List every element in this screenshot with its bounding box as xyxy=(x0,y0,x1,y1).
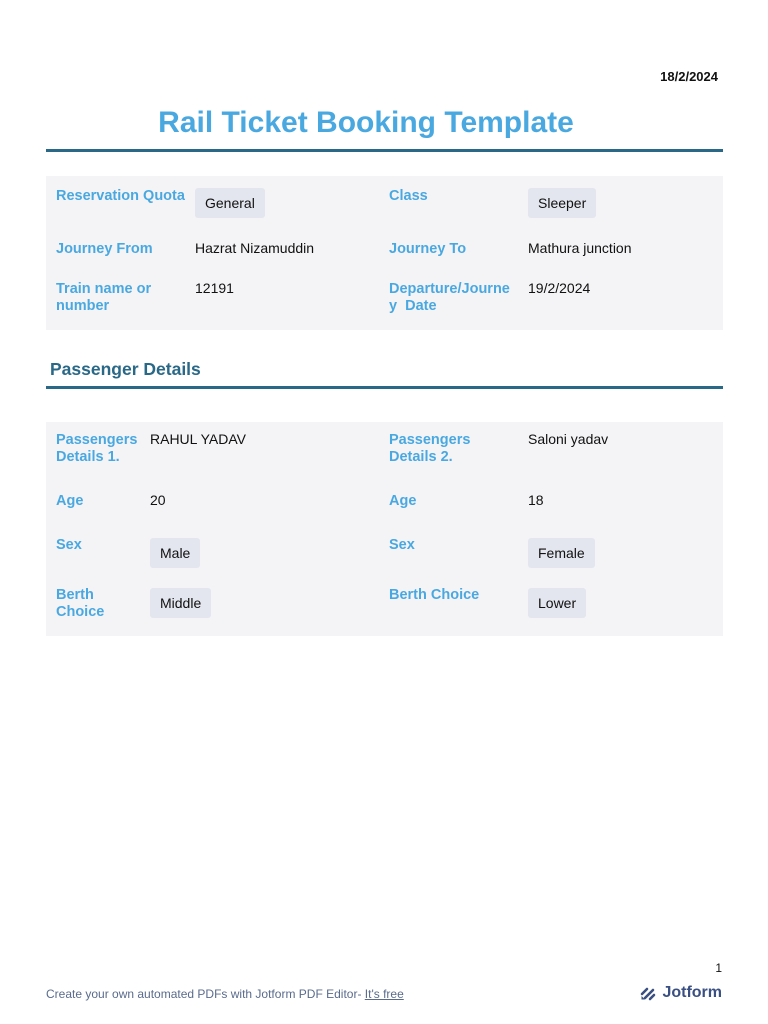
journey-to-value: Mathura junction xyxy=(528,240,632,256)
train-label-line1: Train name or xyxy=(56,281,152,297)
passenger-1-age: 20 xyxy=(150,492,166,508)
passenger-section-divider xyxy=(46,386,723,389)
reservation-quota-field[interactable]: General xyxy=(195,188,265,218)
passenger-1-age-label: Age xyxy=(56,493,84,509)
journey-to-label: Journey To xyxy=(389,241,467,257)
train-value: 12191 xyxy=(195,280,234,296)
departure-date-value: 19/2/2024 xyxy=(528,280,591,296)
class-label: Class xyxy=(389,188,428,204)
jotform-logo-icon xyxy=(640,985,656,1001)
passenger-2-sex-label: Sex xyxy=(389,537,415,553)
footer-free-link[interactable]: It's free xyxy=(364,987,404,1001)
page-title: Rail Ticket Booking Template xyxy=(158,106,574,139)
passenger-1-name: RAHUL YADAV xyxy=(150,431,246,447)
passenger-1-berth-label xyxy=(56,587,104,621)
title-divider xyxy=(46,149,723,152)
journey-from-label: Journey From xyxy=(56,241,153,257)
jotform-logo-text: Jotform xyxy=(662,984,722,1001)
passenger-2-label-line2: Details 2. xyxy=(389,449,453,465)
footer-promo xyxy=(46,987,404,1001)
document-date: 18/2/2024 xyxy=(660,69,718,84)
passenger-2-label-line1: Passengers xyxy=(389,432,471,448)
passenger-2-details-label xyxy=(389,432,470,466)
passenger-2-age: 18 xyxy=(528,492,544,508)
passenger-2-name: Saloni yadav xyxy=(528,431,609,447)
booking-details-panel xyxy=(46,176,723,330)
passenger-details-panel xyxy=(46,422,723,636)
passenger-2-berth-field[interactable]: Lower xyxy=(528,588,586,618)
passenger-1-sex-label: Sex xyxy=(56,537,82,553)
journey-from-value: Hazrat Nizamuddin xyxy=(195,240,315,256)
passenger-1-berth-line1: Berth xyxy=(56,587,94,603)
passenger-1-berth-line2: Choice xyxy=(56,604,105,620)
passenger-2-sex-field[interactable]: Female xyxy=(528,538,595,568)
departure-label-line2: y Date xyxy=(389,298,437,314)
jotform-logo[interactable] xyxy=(640,984,722,1002)
passenger-1-sex-field[interactable]: Male xyxy=(150,538,200,568)
footer-promo-text: Create your own automated PDFs with Jotform PDF Editor- xyxy=(46,987,365,1001)
passenger-1-details-label xyxy=(56,432,137,466)
passenger-1-label-line1: Passengers xyxy=(56,432,138,448)
class-field[interactable]: Sleeper xyxy=(528,188,596,218)
departure-date-label xyxy=(389,281,510,315)
passenger-2-age-label: Age xyxy=(389,493,417,509)
passenger-details-heading: Passenger Details xyxy=(50,359,201,379)
passenger-1-berth-field[interactable]: Middle xyxy=(150,588,211,618)
passenger-1-label-line2: Details 1. xyxy=(56,449,120,465)
train-label-line2: number xyxy=(56,298,110,314)
reservation-quota-label: Reservation Quota xyxy=(56,188,185,204)
passenger-2-berth-label: Berth Choice xyxy=(389,587,480,603)
departure-label-line1: Departure/Journe xyxy=(389,281,510,297)
train-label xyxy=(56,281,151,315)
page-number: 1 xyxy=(715,961,722,975)
